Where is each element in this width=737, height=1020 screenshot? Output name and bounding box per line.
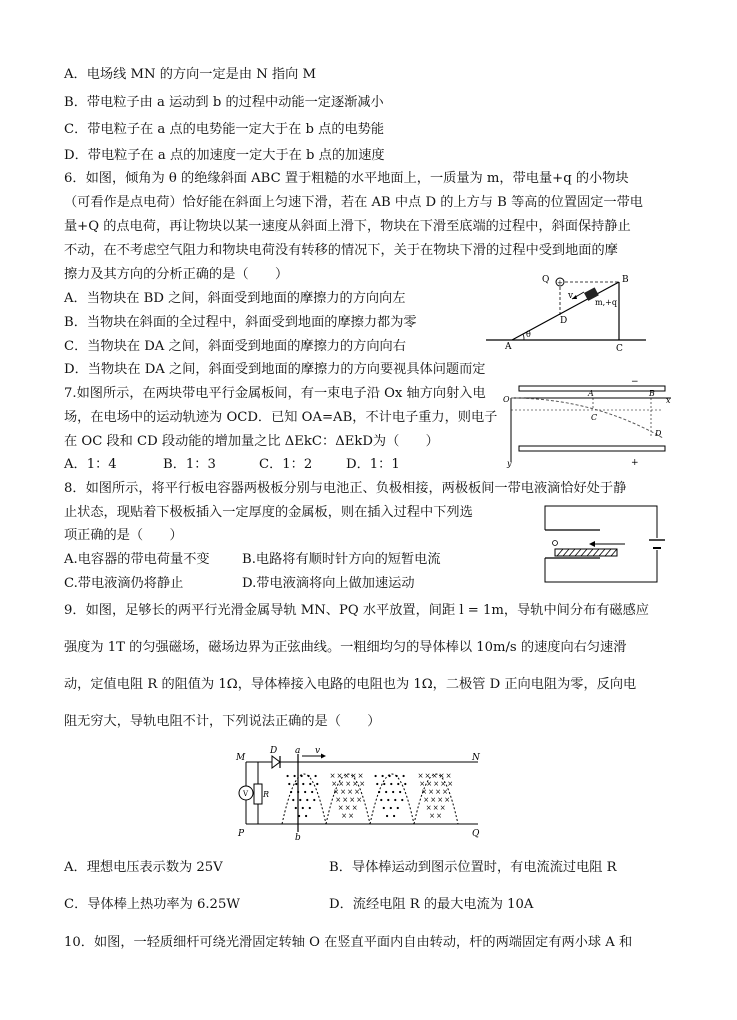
q6-option-b: B．当物块在斜面的全过程中，斜面受到地面的摩擦力都为零 (64, 315, 417, 330)
q8-option-b: B.电路将有顺时针方向的短暂电流 (242, 552, 441, 567)
field-cross: × (331, 780, 338, 788)
label-Q: Q (542, 275, 550, 285)
label-R: R (263, 790, 270, 799)
q8-stem-line-1: 8．如图所示，将平行板电容器两极板分别与电池正、负极相接，两极板间一带电液滴恰好处于静 (64, 481, 627, 496)
q9-option-d: D．流经电阻 R 的最大电流为 10A (329, 897, 534, 912)
field-cross: × (336, 772, 343, 780)
q8-option-d: D.带电液滴将向上做加速运动 (242, 576, 415, 591)
label-b: b (295, 833, 301, 840)
field-dot (383, 807, 385, 809)
field-cross: × (439, 804, 446, 812)
field-dot (287, 775, 289, 777)
resistor-icon (254, 784, 262, 804)
q9-option-a: A．理想电压表示数为 25V (64, 860, 223, 875)
q9-stem-line-4: 阻无穷大，导轨电阻不计，下列说法正确的是（ ） (64, 714, 381, 729)
field-cross: × (345, 780, 352, 788)
label-M: M (236, 753, 246, 763)
field-dot (298, 815, 300, 817)
trajectory-ocd (511, 398, 663, 438)
q5-option-c: C．带电粒子在 a 点的电势能一定大于在 b 点的电势能 (64, 122, 385, 137)
field-cross: × (354, 788, 361, 796)
field-dot (396, 775, 398, 777)
label-A: A (588, 389, 594, 398)
field-dot (383, 783, 385, 785)
field-cross: × (424, 772, 431, 780)
q9-stem-line-3: 动，定值电阻 R 的阻值为 1Ω，导体棒接入电路的电阻也为 1Ω，二极管 D 正向电阻为零，反向电 (64, 677, 637, 692)
field-cross: × (423, 796, 430, 804)
field-dot (311, 791, 313, 793)
field-cross: × (447, 780, 454, 788)
field-cross: × (431, 772, 438, 780)
field-dot (295, 807, 297, 809)
field-cross: × (425, 804, 432, 812)
bottom-plate (519, 446, 665, 451)
field-cross: × (440, 780, 447, 788)
field-cross: × (421, 788, 428, 796)
field-cross: × (419, 780, 426, 788)
field-dot (309, 807, 311, 809)
label-Q: Q (472, 829, 480, 839)
field-cross: × (359, 780, 366, 788)
field-dot (382, 775, 384, 777)
field-cross: × (333, 788, 340, 796)
field-dot (316, 783, 318, 785)
field-cross: × (341, 812, 347, 820)
field-cross: × (343, 772, 350, 780)
label-O: O (503, 395, 510, 404)
field-dot (397, 807, 399, 809)
label-B: B (622, 275, 629, 285)
label-minus: − (631, 377, 639, 387)
field-cross: × (445, 772, 452, 780)
field-dot (392, 791, 394, 793)
field-dot (292, 799, 294, 801)
field-dot (290, 791, 292, 793)
field-cross: × (356, 796, 363, 804)
field-cross: × (442, 788, 449, 796)
field-dot (380, 799, 382, 801)
field-dot (304, 791, 306, 793)
q7-option-c: C．1：2 (259, 457, 313, 472)
field-dot (306, 799, 308, 801)
label-A: A (505, 342, 512, 352)
field-dot (401, 799, 403, 801)
q5-option-a: A．电场线 MN 的方向一定是由 N 指向 M (64, 67, 317, 82)
q7-plates-figure (503, 376, 675, 468)
q8-option-a: A.电容器的带电荷量不变 (64, 552, 210, 567)
field-cross: × (417, 772, 424, 780)
field-cross: × (430, 796, 437, 804)
angle-arc (523, 334, 524, 340)
top-wire (545, 506, 657, 538)
q7-option-a: A．1：4 (64, 457, 117, 472)
field-dot (386, 815, 388, 817)
q6-stem-line-4: 不动，在不考虑空气阻力和物块电荷没有转移的情况下，关于在物块下滑的过程中受到地面的摩 (64, 243, 618, 258)
field-dot (294, 775, 296, 777)
field-dot (301, 775, 303, 777)
field-dot (313, 799, 315, 801)
field-dot (315, 775, 317, 777)
label-D: D (655, 429, 662, 438)
droplet-icon (553, 541, 558, 546)
field-dot (390, 783, 392, 785)
field-dot (302, 783, 304, 785)
q8-option-c: C.带电液滴仍将静止 (64, 576, 184, 591)
label-theta: θ (526, 330, 531, 339)
q7-option-d: D．1：1 (346, 457, 400, 472)
q8-stem-line-2: 止状态，现贴着下极板插入一定厚度的金属板，则在插入过程中下列选 (64, 505, 473, 520)
field-cross: × (329, 772, 336, 780)
label-D: D (270, 746, 278, 756)
label-y: y (507, 459, 512, 468)
label-P: P (238, 829, 245, 839)
field-cross: × (344, 804, 351, 812)
q7-option-b: B．1：3 (163, 457, 216, 472)
field-dot (387, 799, 389, 801)
field-cross: × (337, 804, 344, 812)
label-N: N (472, 753, 480, 763)
field-dot (288, 783, 290, 785)
label-V: V (243, 790, 249, 798)
label-C: C (591, 413, 598, 422)
field-cross: × (433, 780, 440, 788)
plus-sign: + (557, 279, 563, 287)
label-C: C (616, 344, 623, 352)
diode-icon (272, 756, 280, 768)
q9-stem-line-2: 强度为 1T 的匀强磁场，磁场边界为正弦曲线。一粗细均匀的导体棒以 10m/s 的速度向右匀速滑 (64, 640, 627, 655)
field-cross: × (348, 812, 354, 820)
field-dot (302, 807, 304, 809)
field-cross: × (338, 780, 345, 788)
field-cross: × (342, 796, 349, 804)
field-cross: × (429, 812, 435, 820)
label-B: B (649, 389, 655, 398)
field-dot (375, 775, 377, 777)
label-a: a (295, 746, 301, 756)
field-dot (399, 791, 401, 793)
field-cross: × (347, 788, 354, 796)
q10-stem-line-1: 10．如图，一轻质细杆可绕光滑固定转轴 O 在竖直平面内自由转动，杆的两端固定有两小球 A 和 (64, 935, 633, 950)
field-dot (295, 783, 297, 785)
q7-stem-line-2: 场，在电场中的运动轨迹为 OCD．已知 OA=AB，不计电子重力，则电子 (64, 410, 498, 425)
field-dot (309, 783, 311, 785)
q8-stem-line-3: 项正确的是（ ） (64, 528, 183, 543)
field-dot (297, 791, 299, 793)
q6-option-a: A．当物块在 BD 之间，斜面受到地面的摩擦力的方向向左 (64, 291, 406, 306)
q9-option-b: B．导体棒运动到图示位置时，有电流流过电阻 R (329, 860, 617, 875)
field-cross: × (426, 780, 433, 788)
q6-option-d: D．当物块在 DA 之间，斜面受到地面的摩擦力的方向要视具体问题而定 (64, 362, 486, 377)
field-dot (305, 815, 307, 817)
field-cross: × (335, 796, 342, 804)
label-block: m,+q (595, 298, 617, 307)
q6-stem-line-1: 6．如图，倾角为 θ 的绝缘斜面 ABC 置于粗糙的水平地面上，一质量为 m，带电量+q 的小物块 (64, 171, 629, 186)
field-cross: × (340, 788, 347, 796)
label-v: v (315, 746, 321, 756)
field-dot (308, 775, 310, 777)
field-cross: × (444, 796, 451, 804)
label-plus: + (631, 458, 639, 468)
arrowhead-icon (321, 754, 326, 759)
q6-incline-figure (484, 270, 650, 352)
field-cross: × (438, 772, 445, 780)
field-cross: × (432, 804, 439, 812)
field-dot (393, 815, 395, 817)
field-dot (394, 799, 396, 801)
field-dot (390, 807, 392, 809)
field-dot (376, 783, 378, 785)
q6-stem-line-3: 量+Q 的点电荷，再让物块以某一速度从斜面上滑下，物块在下滑至底端的过程中，斜面保持静止 (64, 219, 631, 234)
field-dot (397, 783, 399, 785)
q6-stem-line-2: （可看作是点电荷）恰好能在斜面上匀速下滑，若在 AB 中点 D 的上方与 B 等高的位置固定一带电 (64, 195, 643, 210)
field-cross: × (435, 788, 442, 796)
q5-option-d: D．带电粒子在 a 点的加速度一定大于在 b 点的加速度 (64, 148, 385, 163)
q8-capacitor-figure (525, 500, 665, 588)
q6-option-c: C．当物块在 DA 之间，斜面受到地面的摩擦力的方向向右 (64, 339, 406, 354)
label-x: x (666, 396, 671, 405)
field-cross: × (350, 772, 357, 780)
field-dot (378, 791, 380, 793)
field-cross: × (357, 772, 364, 780)
q7-stem-line-1: 7.如图所示，在两块带电平行金属板间，有一束电子沿 Ox 轴方向射入电 (64, 386, 486, 401)
q6-stem-line-5: 擦力及其方向的分析正确的是（ ） (64, 267, 289, 282)
field-cross: × (436, 812, 442, 820)
field-dot (385, 791, 387, 793)
q5-option-b: B．带电粒子由 a 运动到 b 的过程中动能一定逐渐减小 (64, 95, 384, 110)
field-cross: × (349, 796, 356, 804)
label-v: v (568, 291, 574, 301)
arrowhead-icon (589, 541, 595, 547)
q9-stem-line-1: 9．如图，足够长的两平行光滑金属导轨 MN、PQ 水平放置，间距 l = 1m，导轨中间分布有磁感应 (64, 603, 649, 618)
field-cross: × (428, 788, 435, 796)
field-crosses-in (330, 772, 454, 820)
field-dot (403, 775, 405, 777)
field-cross: × (351, 804, 358, 812)
q7-stem-line-3: 在 OC 段和 CD 段动能的增加量之比 ΔEkC：ΔEkD为（ ） (64, 434, 439, 449)
q9-rails-figure (232, 744, 490, 840)
label-D: D (560, 316, 568, 326)
field-dot (404, 783, 406, 785)
q9-option-c: C．导体棒上热功率为 6.25W (64, 897, 240, 912)
field-cross: × (352, 780, 359, 788)
field-cross: × (437, 796, 444, 804)
field-dot (299, 799, 301, 801)
field-dot (389, 775, 391, 777)
